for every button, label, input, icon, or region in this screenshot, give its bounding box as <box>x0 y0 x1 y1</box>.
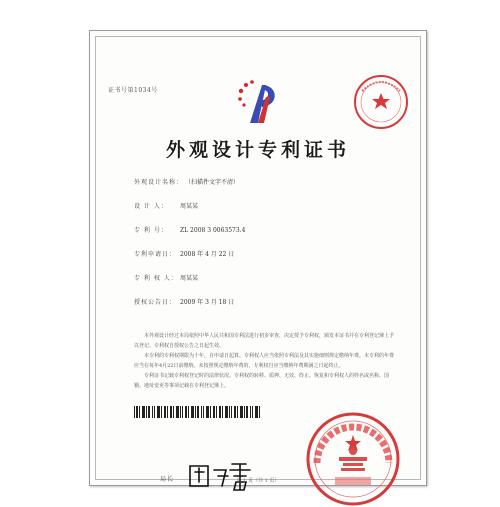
field-patent-number <box>134 225 245 234</box>
certificate-title: 外观设计专利证书 <box>165 139 350 161</box>
field-label: 专利申请日： <box>134 251 177 258</box>
director-label: 局长 <box>160 476 175 483</box>
body-paragraph: 本外观设计经过本局依照中华人民共和国专利法进行初步审查，决定授予专利权，颁发本证书并在专利登记簿上予以登记。专利权自授权公告之日起生效。 <box>134 333 395 349</box>
field-label: 设 计 人： <box>134 203 168 210</box>
field-value: （扫描件文字不清） <box>185 179 240 186</box>
field-value: ZL 2008 3 0063573.4 <box>180 227 246 234</box>
field-designer <box>134 201 198 210</box>
field-value: 周某某 <box>180 203 199 210</box>
patent-office-emblem-icon <box>232 75 288 131</box>
field-value: 2008 年 4 月 22 日 <box>180 251 235 258</box>
field-design-name <box>134 177 239 186</box>
director-signature-icon <box>186 456 256 496</box>
red-seal-top-icon <box>352 73 410 131</box>
red-official-seal-icon <box>305 411 401 507</box>
field-label: 授权公告日： <box>134 299 177 306</box>
page-footer: 第 1 页（共 1 页） <box>236 478 280 484</box>
field-patentee <box>134 273 198 282</box>
field-label: 专 利 权 人： <box>134 275 178 282</box>
body-paragraph: 本专利的专利权期限为十年，自申请日起算。专利权人应当依照专利法及其实施细则规定缴纳年费。本专利的年费应当在每年4月22日前缴纳。未按照规定缴纳年费的，专利权自应当缴纳年费期满之日起终止。 <box>134 353 395 369</box>
field-value: 周某某 <box>180 275 199 282</box>
field-application-date <box>134 249 234 258</box>
field-grant-date <box>134 297 234 306</box>
certificate-number: 证书号第1034号 <box>108 87 158 94</box>
field-label: 专 利 号： <box>134 227 168 234</box>
certificate-sheet <box>89 30 427 486</box>
field-value: 2009 年 3 月 18 日 <box>180 299 235 306</box>
field-label: 外观设计名称： <box>134 179 184 186</box>
body-paragraph: 专利证书记载专利权登记时的法律状况。专利权的转移、质押、无效、终止、恢复和专利权人的姓名或名称、国籍、地址变更等事项记载在专利登记簿上。 <box>134 373 390 389</box>
barcode-icon <box>134 406 262 418</box>
certificate-body-text <box>134 331 396 391</box>
